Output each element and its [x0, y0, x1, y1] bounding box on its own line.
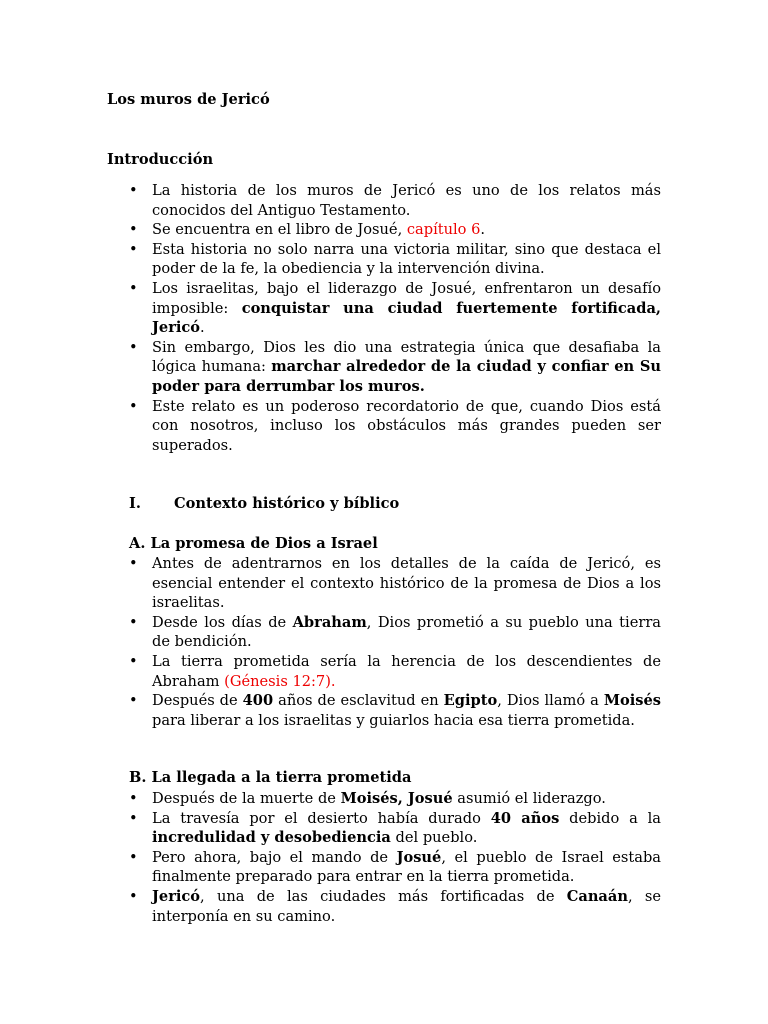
item-text: Después de la muerte de [152, 790, 341, 807]
item-text: La travesía por el desierto había durado [152, 809, 491, 827]
intro-list [129, 181, 661, 455]
emphasis-text: Josué [396, 848, 442, 866]
item-text: Los israelitas, bajo el liderazgo de Josué, enfrentaron un desafío imposible: [152, 279, 661, 317]
intro-heading: Introducción [107, 151, 214, 168]
list-item [129, 279, 661, 338]
item-text: Desde los días de [152, 613, 293, 631]
list-item [129, 789, 661, 809]
item-text: debido a la [559, 809, 662, 827]
item-text: para liberar a los israelitas y guiarlos hacia esa tierra prometida. [152, 711, 635, 729]
item-text: La historia de los muros de Jericó es uno de los relatos más conocidos del Antiguo Testamento. [152, 182, 661, 219]
list-item [129, 887, 661, 926]
item-text: asumió el liderazgo. [452, 790, 606, 807]
scripture-reference: capítulo 6 [406, 221, 481, 239]
subsection-a-heading: A. La promesa de Dios a Israel [129, 535, 378, 552]
item-text: , una de las ciudades más fortificadas de [200, 887, 567, 905]
section-title: Contexto histórico y bíblico [174, 495, 400, 512]
item-text: Pero ahora, bajo el mando de [152, 848, 397, 866]
item-text: Después de [152, 692, 243, 710]
item-text: años de esclavitud en [273, 692, 444, 710]
list-item [129, 397, 661, 456]
section-number: I. [129, 495, 141, 512]
list-item [129, 220, 661, 240]
item-text: , se interponía en su camino. [152, 887, 661, 925]
item-text: Este relato es un poderoso recordatorio de que, cuando Dios está con nosotros, incluso los obstáculos más grandes pueden ser superados. [152, 397, 661, 454]
emphasis-text: 400 [242, 692, 274, 710]
list-item [129, 338, 661, 397]
emphasis-text: Jericó [152, 887, 201, 905]
item-text: Se encuentra en el libro de Josué, [152, 221, 407, 239]
emphasis-text: Moisés [603, 692, 661, 710]
scripture-reference: (Génesis 12:7). [224, 672, 336, 690]
item-text: Esta historia no solo narra una victoria militar, sino que destaca el poder de la fe, la obediencia y la intervención divina. [152, 240, 661, 278]
list-item [129, 809, 661, 848]
emphasis-text: Egipto [443, 692, 498, 710]
emphasis-text: 40 años [490, 809, 560, 827]
emphasis-text: conquistar una ciudad fuertemente fortificada, Jericó [152, 299, 661, 337]
list-item [129, 652, 661, 691]
list-item [129, 691, 661, 730]
item-text: . [480, 221, 486, 239]
emphasis-text: marchar alrededor de la ciudad y confiar en Su poder para derrumbar los muros. [152, 358, 661, 395]
subsection-a-list [129, 554, 661, 730]
subsection-b-heading: B. La llegada a la tierra prometida [129, 769, 412, 786]
document-title: Los muros de Jericó [107, 91, 270, 108]
list-item [129, 613, 661, 652]
emphasis-text: Canaán [566, 887, 628, 905]
item-text: del pueblo. [390, 829, 478, 847]
item-text: , el pueblo de Israel estaba finalmente preparado para entrar en la tierra prometida. [152, 848, 661, 886]
item-text: . [200, 319, 205, 337]
item-text: Antes de adentrarnos en los detalles de la caída de Jericó, es esencial entender el contexto histórico de la promesa de Dios a los israelitas. [152, 555, 661, 612]
list-item [129, 240, 661, 279]
list-item [129, 181, 661, 220]
item-text: La tierra prometida sería la herencia de los descendientes de Abraham [152, 652, 661, 690]
list-item [129, 848, 661, 887]
emphasis-text: Moisés, Josué [340, 790, 453, 807]
list-item [129, 554, 661, 613]
emphasis-text: Abraham [292, 613, 367, 631]
section-heading [129, 495, 399, 512]
item-text: , Dios llamó a [497, 692, 604, 710]
emphasis-text: incredulidad y desobediencia [152, 829, 391, 847]
item-text: , Dios prometió a su pueblo una tierra de bendición. [152, 613, 661, 651]
subsection-b-list [129, 789, 661, 926]
item-text: Sin embargo, Dios les dio una estrategia única que desafiaba la lógica humana: [152, 338, 661, 376]
